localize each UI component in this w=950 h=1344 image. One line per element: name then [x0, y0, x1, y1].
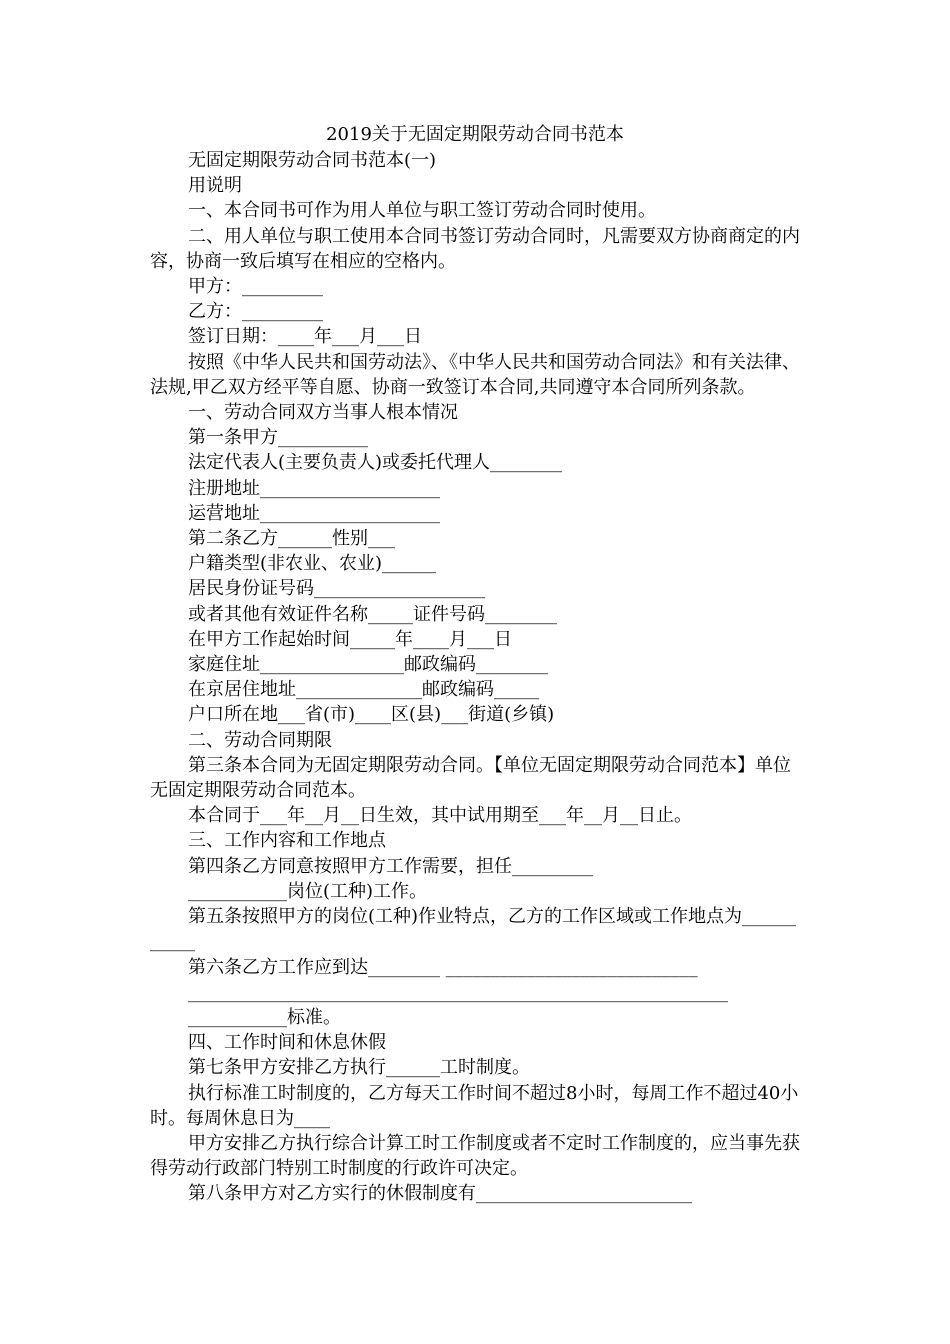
document-paragraph: 在京居住地址______________邮政编码_____ — [188, 679, 539, 701]
document-paragraph: 三、工作内容和工作地点 — [188, 830, 386, 852]
document-paragraph: 签订日期：____年___月___日 — [188, 326, 422, 348]
document-paragraph: 第五条按照甲方的岗位(工种)作业特点，乙方的工作区域或工作地点为___________ — [150, 906, 797, 953]
document-paragraph: 甲方安排乙方执行综合计算工时工作制度或者不定时工作制度的，应当事先获得劳动行政部门特别工时制度的行政许可决定。 — [150, 1132, 800, 1180]
document-paragraph: 或者其他有效证件名称_____证件号码________ — [188, 603, 557, 625]
document-paragraph: 第六条乙方工作应到达________ ____________________________ — [188, 956, 698, 978]
document-paragraph: 四、工作时间和休息休假 — [188, 1032, 386, 1054]
document-paragraph: 用说明 — [188, 175, 242, 197]
document-paragraph: ___________岗位(工种)工作。 — [188, 880, 428, 902]
document-paragraph: 家庭住址________________邮政编码________ — [188, 654, 548, 676]
document-paragraph: 法定代表人(主要负责人)或委托代理人________ — [188, 452, 563, 474]
document-paragraph: 注册地址____________________ — [188, 477, 440, 499]
document-paragraph: 二、劳动合同期限 — [188, 729, 332, 751]
document-paragraph: 甲方：_________ — [188, 276, 323, 298]
document-paragraph: 执行标准工时制度的，乙方每天工作时间不超过8小时，每周工作不超过40小时。每周休息日为____ — [150, 1082, 799, 1129]
document-paragraph: 乙方：_________ — [188, 301, 323, 323]
document-paragraph: 居民身份证号码___________________ — [188, 578, 485, 600]
document-paragraph: ____________________________________________________________ — [188, 981, 728, 1003]
document-paragraph: 户籍类型(非农业、农业)______ — [188, 553, 437, 575]
document-paragraph: 在甲方工作起始时间_____年____月___日 — [188, 628, 512, 650]
document-paragraph: 第七条甲方安排乙方执行______工时制度。 — [188, 1057, 530, 1079]
document-title: 2019关于无固定期限劳动合同书范本 — [326, 124, 624, 145]
document-paragraph: 按照《中华人民共和国劳动法》、《中华人民共和国劳动合同法》和有关法律、法规,甲乙双方经平等自愿、协商一致签订本合同,共同遵守本合同所列条款。 — [150, 351, 800, 398]
document-paragraph: 无固定期限劳动合同书范本(一) — [188, 150, 437, 171]
document-paragraph: 第四条乙方同意按照甲方工作需要，担任_________ — [188, 855, 593, 877]
document-paragraph: 第三条本合同为无固定期限劳动合同。【单位无固定期限劳动合同范本】单位无固定期限劳动合同范本。 — [150, 754, 791, 802]
document-paragraph: 第二条乙方______性别___ — [188, 528, 395, 550]
document-paragraph: 一、本合同书可作为用人单位与职工签订劳动合同时使用。 — [188, 200, 656, 222]
document-paragraph: ___________标准。 — [188, 1006, 341, 1028]
document-paragraph: 第一条甲方__________ — [188, 427, 368, 449]
document-paragraph: 本合同于___年__月__日生效，其中试用期至___年__月__日止。 — [188, 805, 692, 827]
document-body — [150, 148, 802, 1207]
document-paragraph: 第八条甲方对乙方实行的休假制度有________________________ — [188, 1183, 692, 1205]
document-paragraph: 一、劳动合同双方当事人根本情况 — [188, 402, 458, 424]
document-paragraph: 二、用人单位与职工使用本合同书签订劳动合同时，凡需要双方协商商定的内容，协商一致后填写在相应的空格内。 — [150, 225, 800, 272]
document-paragraph: 运营地址____________________ — [188, 502, 440, 524]
document-paragraph: 户口所在地___省(市)____区(县)___街道(乡镇) — [188, 704, 555, 726]
